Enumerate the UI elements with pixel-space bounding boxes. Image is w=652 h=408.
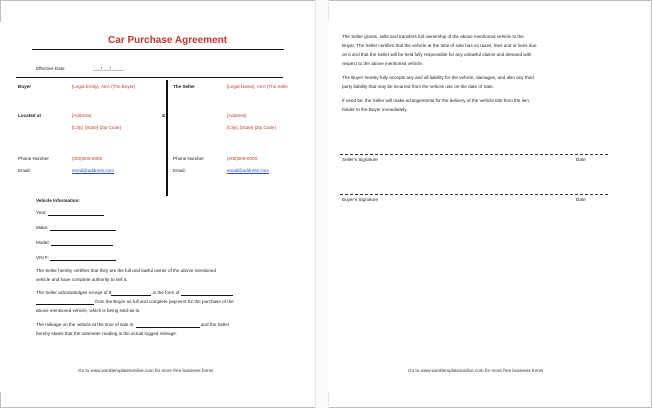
parties-top-rule [16,77,283,78]
grant-line-4: respect to the above mentioned vehicle. [342,61,424,66]
vehicle-model-blank[interactable] [51,241,113,246]
vehicle-vin-blank[interactable] [50,256,116,261]
effective-date-value[interactable]: ___/___/_____ [93,66,124,71]
ack-line-2 [36,299,234,305]
parties-divider [166,80,168,196]
vehicle-model-field[interactable] [36,240,113,246]
page-gap [315,0,329,408]
ampersand: & [162,113,166,118]
title-delivery-line-1: If need be, the Seller will make arrangements for the delivery of the vehicle title from the lien [342,98,529,103]
seller-name[interactable]: [Legal Name], AKA (The Selle [227,84,288,89]
left-page [0,22,300,392]
buyer-email-label: Email: [18,168,31,173]
title-rule [32,49,284,50]
mileage-line-2: hereby states that the odometer reading is the actual logged mileage. [36,331,177,336]
buyer-name[interactable]: [Legal Entity], AKA (The Buyer) [72,84,136,89]
vehicle-vin-label: VIN #: [36,255,49,260]
liability-line-2: party liability that may be incurred from the vehicle use on the date of Sale. [342,84,494,89]
vehicle-year-blank[interactable] [48,211,104,216]
buyer-city[interactable]: [City], [State] [Zip Code] [72,125,121,130]
mileage-text-b: and the Seller [200,322,230,327]
mileage-line-1 [36,322,229,328]
payment-amount-blank[interactable] [111,291,151,296]
buyer-located-label: Located at [18,113,41,118]
seller-phone[interactable]: (000)000-0000 [227,156,258,161]
seller-date-label: Date [576,157,586,162]
ack-line-1 [36,290,233,296]
grant-line-2: Buyer. The Seller certifies that the vehicle at the time of sale has no taxes, fees and or liens due [342,43,537,48]
title-delivery-line-2: holder to the Buyer immediately. [342,107,408,112]
vehicle-year-label: Year: [36,210,47,215]
certify-line-1: The Seller hereby certifies that they are the full and lawful owner of the above mentioned [36,268,217,273]
ack-text-c: from the Buyer as full and complete payment for the purchase of the [95,299,234,304]
seller-label: The Seller [173,84,195,89]
grant-line-3: on it and that the Seller will be held fully responsible for any unlawful claims and demand with [342,52,532,57]
document-title: Car Purchase Agreement [108,35,228,46]
buyer-label: Buyer [18,84,32,89]
vehicle-heading: Vehicle Information: [36,198,80,203]
right-page [328,22,628,392]
vehicle-make-label: Make: [36,225,49,230]
payment-form-blank-2[interactable] [36,300,94,305]
seller-signature-label: Seller's Signature [342,157,378,162]
buyer-phone[interactable]: (000)000-0000 [72,156,103,161]
seller-address[interactable]: [Address] [227,113,247,118]
ack-text-b: in the form of [152,290,180,295]
vehicle-make-field[interactable] [36,225,116,231]
vehicle-vin-field[interactable] [36,255,116,261]
right-footer: Go to www.wordtemplatesonline.com for more free business forms [408,368,544,373]
buyer-signature-line[interactable] [340,194,608,195]
seller-phone-label: Phone Number [173,156,204,161]
liability-line-1: The Buyer hereby fully accepts any and all liability for the vehicle, damages, and also any third [342,75,534,80]
vehicle-model-label: Model: [36,240,50,245]
vehicle-year-field[interactable] [36,210,104,216]
ack-text-a: The Seller acknowledges receipt of $ [36,290,112,295]
left-footer: Go to www.wordtemplatesonline.com for more free business forms [78,368,214,373]
vehicle-make-blank[interactable] [50,226,116,231]
buyer-date-label: Date [576,197,586,202]
seller-city[interactable]: [City], [State] [Zip Code] [227,125,276,130]
mileage-blank[interactable] [136,323,200,328]
seller-email-label: Email: [173,168,186,173]
grant-line-1: The Seller grants, sells and transfers full ownership of the above mentioned vehicle to the [342,34,524,39]
payment-form-blank[interactable] [181,291,233,296]
effective-date-label: Effective Date [36,66,65,71]
mileage-text-a: The mileage on the vehicle at the time of sale is: [36,322,135,327]
seller-signature-line[interactable] [340,154,608,155]
buyer-signature-label: Buyer's Signature [342,197,379,202]
ack-line-3: above mentioned vehicle, which is being sold-as-is. [36,308,141,313]
buyer-email-link[interactable]: email@address.com [72,168,114,173]
buyer-address[interactable]: [Address] [72,113,92,118]
seller-email-link[interactable]: email@address.com [227,168,269,173]
certify-line-2: vehicle and have complete authority to sell it. [36,277,128,282]
buyer-phone-label: Phone Number [18,156,49,161]
